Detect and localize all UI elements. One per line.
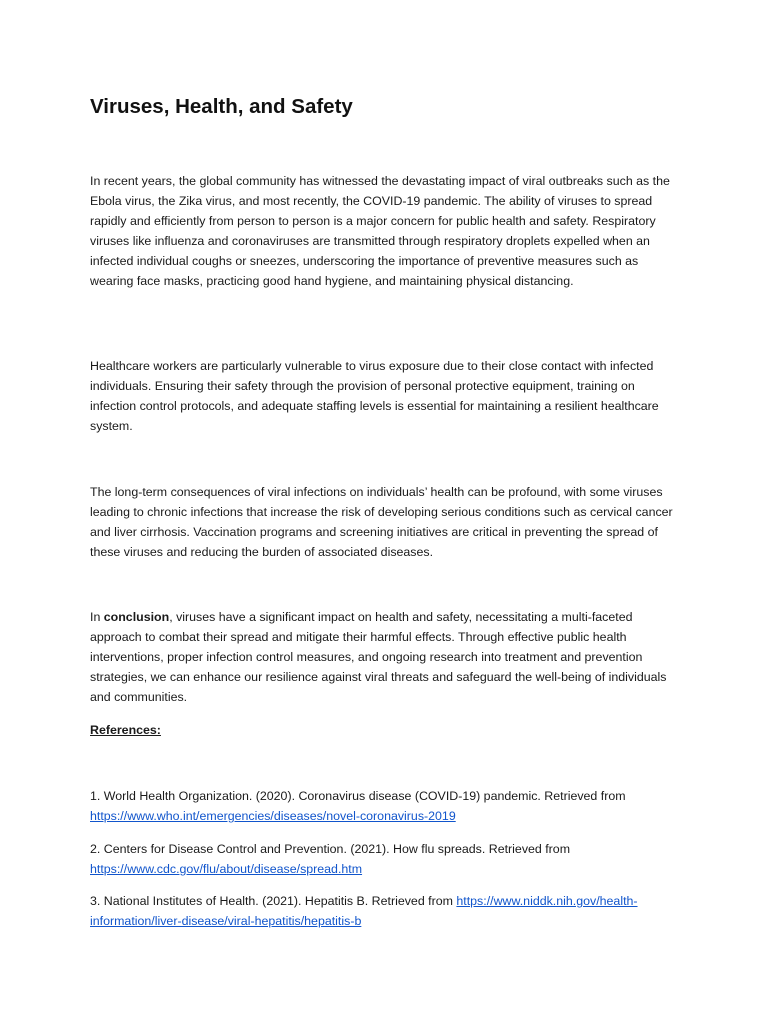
reference-item-3 [90, 891, 682, 931]
reference-text: 3. National Institutes of Health. (2021). Hepatitis B. Retrieved from [90, 894, 457, 908]
conclusion-bold-word: conclusion [103, 610, 170, 624]
reference-text: 1. World Health Organization. (2020). Coronavirus disease (COVID-19) pandemic. Retrieved from [90, 789, 626, 803]
paragraph-healthcare-workers: Healthcare workers are particularly vulnerable to virus exposure due to their close contact with infected individuals. Ensuring their safety through the provision of personal protective equipment, training on infection control protocols, and adequate staffing levels is essential for maintaining a resilient healthcare system. [90, 359, 659, 433]
paragraph-intro: In recent years, the global community has witnessed the devastating impact of viral outbreaks such as the Ebola virus, the Zika virus, and most recently, the COVID-19 pandemic. The ability of viruses to spread rapidly and efficiently from person to person is a major concern for public health and safety. Respiratory viruses like influenza and coronaviruses are transmitted through respiratory droplets expelled when an infected individual coughs or sneezes, underscoring the importance of preventive measures such as wearing face masks, practicing good hand hygiene, and maintaining physical distancing. [90, 174, 670, 288]
reference-link-who[interactable]: https://www.who.int/emergencies/diseases/novel-coronavirus-2019 [90, 809, 456, 823]
conclusion-prefix: In [90, 610, 104, 624]
paragraph-long-term-consequences: The long-term consequences of viral infections on individuals’ health can be profound, with some viruses leading to chronic infections that increase the risk of developing serious conditions such as cervical cancer and liver cirrhosis. Vaccination programs and screening initiatives are critical in preventing the spread of these viruses and reducing the burden of associated diseases. [90, 485, 673, 559]
page-title: Viruses, Health, and Safety [90, 95, 353, 118]
references-heading: References: [90, 723, 161, 737]
reference-link-cdc[interactable]: https://www.cdc.gov/flu/about/disease/spread.htm [90, 862, 363, 876]
paragraph-conclusion [90, 607, 682, 707]
conclusion-text: , viruses have a significant impact on health and safety, necessitating a multi-faceted approach to combat their spread and mitigate their harmful effects. Through effective public health interventions, proper infection control measures, and ongoing research into treatment and prevention strategies, we can enhance our resilience against viral threats and safeguard the well-being of individuals and communities. [90, 610, 667, 704]
reference-item-2 [90, 839, 682, 879]
reference-item-1 [90, 786, 682, 826]
reference-link-niddk[interactable]: https://www.niddk.nih.gov/health-information/liver-disease/viral-hepatitis/hepatitis-b [90, 894, 638, 928]
reference-text: 2. Centers for Disease Control and Prevention. (2021). How flu spreads. Retrieved from [90, 842, 571, 856]
